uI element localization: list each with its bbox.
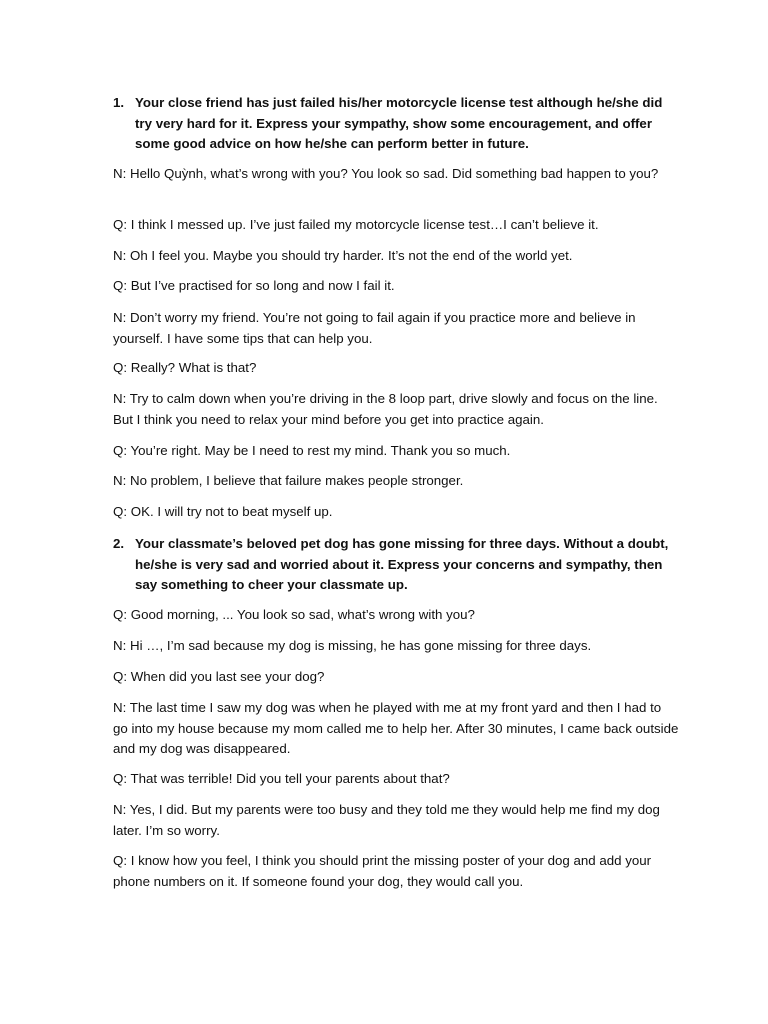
- dialogue-line: Q: When did you last see your dog?: [113, 669, 325, 684]
- dialogue-line: N: Don’t worry my friend. You’re not going to fail again if you practice more and believe in yourself. I have some tips that can help you.: [113, 310, 636, 346]
- dialogue-line: N: Oh I feel you. Maybe you should try harder. It’s not the end of the world yet.: [113, 248, 573, 263]
- dialogue-line: N: Try to calm down when you’re driving in the 8 loop part, drive slowly and focus on the line. But I think you need to relax your mind before you get into practice again.: [113, 391, 658, 427]
- dialogue-line: N: Hi …, I’m sad because my dog is missing, he has gone missing for three days.: [113, 638, 592, 653]
- dialogue-line: Q: But I’ve practised for so long and now I fail it.: [113, 278, 395, 293]
- question-1-prompt: Your close friend has just failed his/her motorcycle license test although he/she did try very hard for it. Express your sympathy, show some encouragement, and offer some good advice on how he/she can perform better in future.: [135, 95, 663, 151]
- question-1-number: 1.: [113, 95, 125, 110]
- question-2-prompt: Your classmate’s beloved pet dog has gone missing for three days. Without a doubt, he/she is very sad and worried about it. Express your concerns and sympathy, then say something to cheer your classmate up.: [135, 536, 669, 592]
- dialogue-line: Q: I know how you feel, I think you should print the missing poster of your dog and add your phone numbers on it. If someone found your dog, they would call you.: [113, 853, 652, 889]
- dialogue-line: N: The last time I saw my dog was when he played with me at my front yard and then I had to go into my house because my mom called me to help her. After 30 minutes, I came back outside and my dog was disappeared.: [113, 700, 679, 756]
- dialogue-line: Q: You’re right. May be I need to rest my mind. Thank you so much.: [113, 443, 511, 458]
- dialogue-line: N: Yes, I did. But my parents were too busy and they told me they would help me find my dog later. I’m so worry.: [113, 802, 660, 838]
- dialogue-line: Q: I think I messed up. I’ve just failed my motorcycle license test…I can’t believe it.: [113, 217, 599, 232]
- dialogue-line: Q: OK. I will try not to beat myself up.: [113, 504, 333, 519]
- question-1: [113, 93, 673, 155]
- dialogue-line: Q: Really? What is that?: [113, 360, 257, 375]
- dialogue-line: Q: Good morning, ... You look so sad, what’s wrong with you?: [113, 607, 475, 622]
- dialogue-line: N: No problem, I believe that failure makes people stronger.: [113, 473, 464, 488]
- dialogue-line: Q: That was terrible! Did you tell your parents about that?: [113, 771, 450, 786]
- question-2: [113, 534, 673, 596]
- question-2-number: 2.: [113, 536, 125, 551]
- dialogue-line: N: Hello Quỳnh, what’s wrong with you? You look so sad. Did something bad happen to you?: [113, 166, 659, 181]
